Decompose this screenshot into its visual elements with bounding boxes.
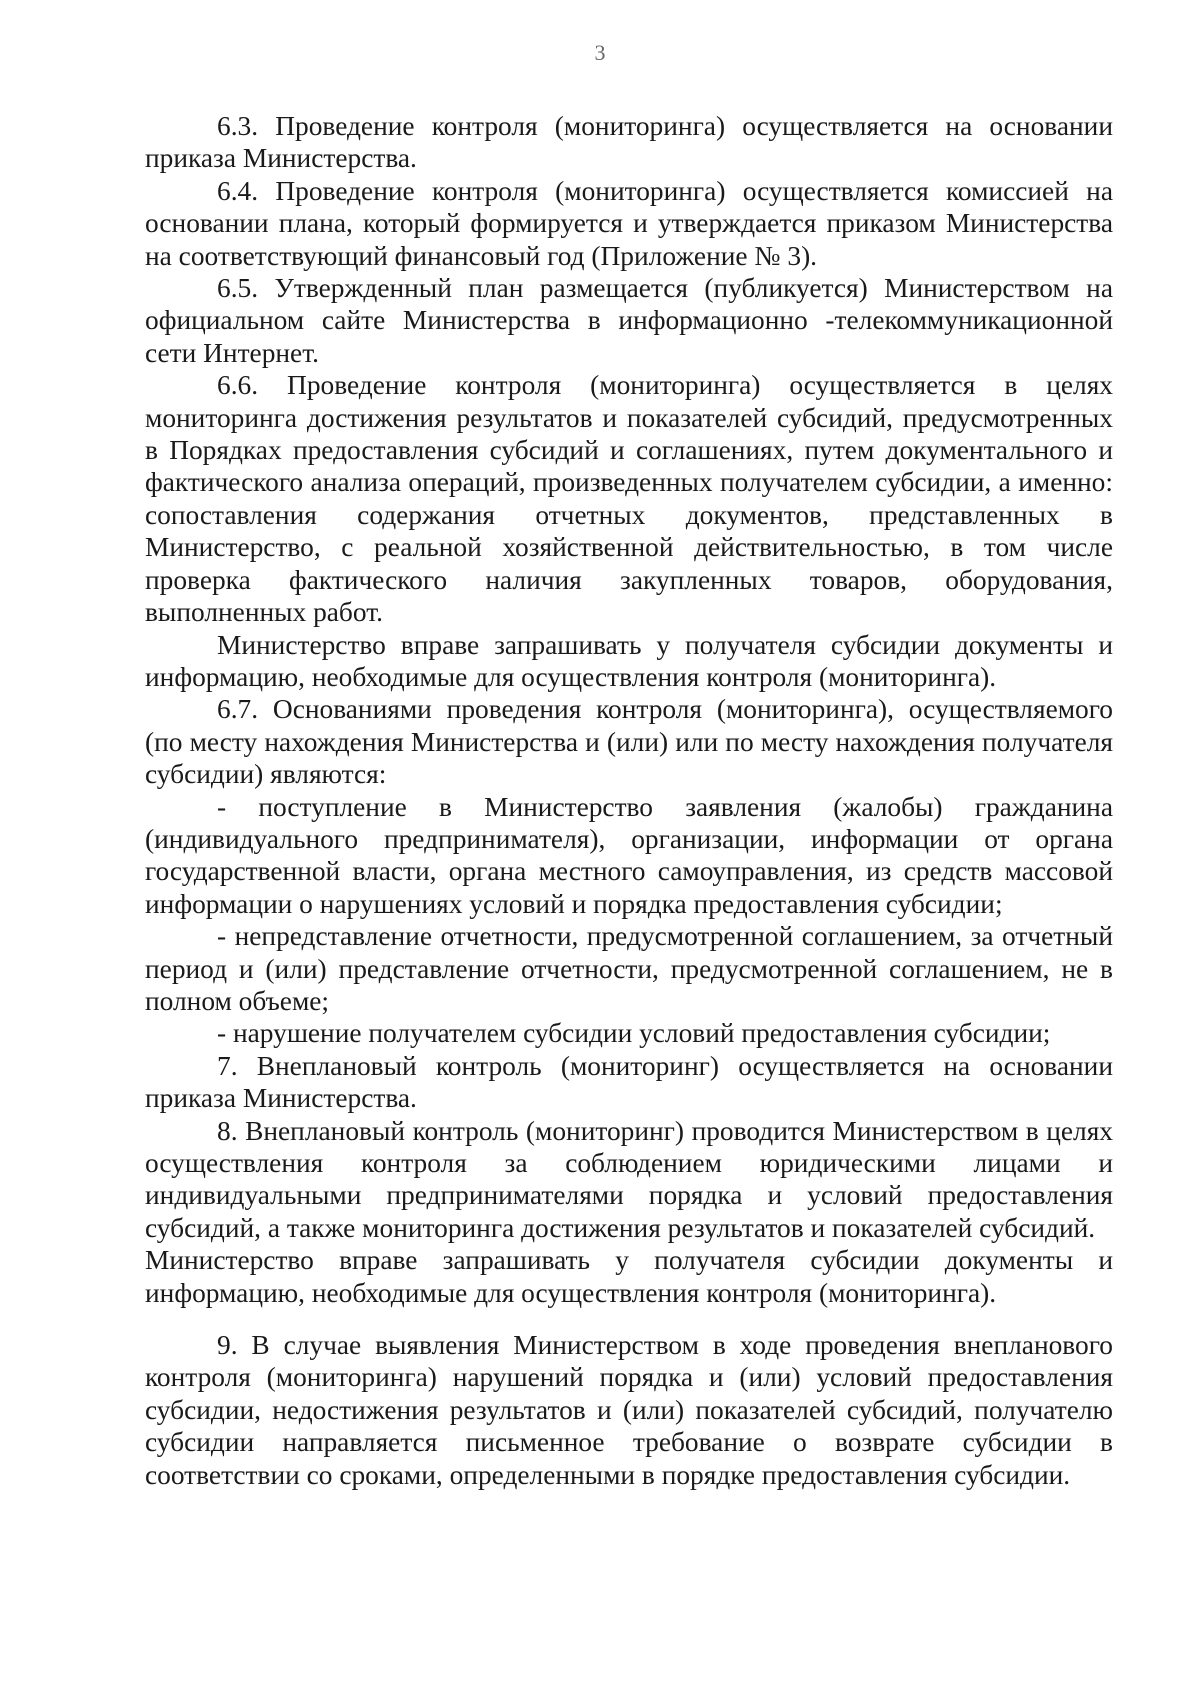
paragraph-ministry-right-1: Министерство вправе запрашивать у получателя субсидии документы и информацию, необходимые для осуществления контроля (мониторинга). (145, 629, 1113, 692)
paragraph-7: 7. Внеплановый контроль (мониторинг) осуществляется на основании приказа Министерства. (145, 1050, 1113, 1114)
paragraph-9: 9. В случае выявления Министерством в ходе проведения внепланового контроля (мониторинга) нарушений порядка и (или) условий предоставления субсидии, недостижения результатов и (или) показателей субсидий, получателю субсидии направляется письменное требование о возврате субсидии в соответствии со сроками, определенными в порядке предоставления субсидии. (145, 1330, 1113, 1490)
paragraph-6-5: 6.5. Утвержденный план размещается (публикуется) Министерством на официальном сайте Министерства в информационно -телекоммуникационной сети Интернет. (145, 273, 1113, 368)
page-number: 3 (594, 40, 606, 65)
paragraph-6-3: 6.3. Проведение контроля (мониторинга) осуществляется на основании приказа Министерства. (145, 111, 1113, 174)
paragraph-8: 8. Внеплановый контроль (мониторинг) проводится Министерством в целях осуществления контроля за соблюдением юридическими лицами и индивидуальными предпринимателями порядка и условий предоставления субсидий, а также мониторинга достижения результатов и показателей субсидий. (145, 1115, 1113, 1243)
list-item-complaint: - поступление в Министерство заявления (жалобы) гражданина (индивидуального предпринимателя), организации, информации от органа государственной власти, органа местного самоуправления, из средств массовой информации о нарушениях условий и порядка предоставления субсидии; (145, 791, 1113, 919)
paragraph-6-4: 6.4. Проведение контроля (мониторинга) осуществляется комиссией на основании плана, который формируется и утверждается приказом Министерства на соответствующий финансовый год (Приложение № 3). (145, 175, 1113, 271)
paragraph-6-7: 6.7. Основаниями проведения контроля (мониторинга), осуществляемого (по месту нахождения Министерства и (или) или по месту нахождения получателя субсидии) являются: (145, 694, 1113, 790)
document-body (145, 110, 1113, 1491)
paragraph-6-6: 6.6. Проведение контроля (мониторинга) осуществляется в целях мониторинга достижения результатов и показателей субсидий, предусмотренных в Порядках предоставления субсидий и соглашениях, путем документального и фактического анализа операций, произведенных получателем субсидии, а именно: сопоставления содержания отчетных документов, представленных в Министерство, с реальной хозяйственной действительностью, в том числе проверка фактического наличия закупленных товаров, оборудования, выполненных работ. (145, 370, 1113, 628)
paragraph-ministry-right-2: Министерство вправе запрашивать у получателя субсидии документы и информацию, необходимые для осуществления контроля (мониторинга). (145, 1245, 1113, 1308)
list-item-no-report: - непредставление отчетности, предусмотренной соглашением, за отчетный период и (или) представление отчетности, предусмотренной соглашением, не в полном объеме; (145, 921, 1113, 1016)
list-item-violation: - нарушение получателем субсидии условий предоставления субсидии; (217, 1018, 1051, 1049)
